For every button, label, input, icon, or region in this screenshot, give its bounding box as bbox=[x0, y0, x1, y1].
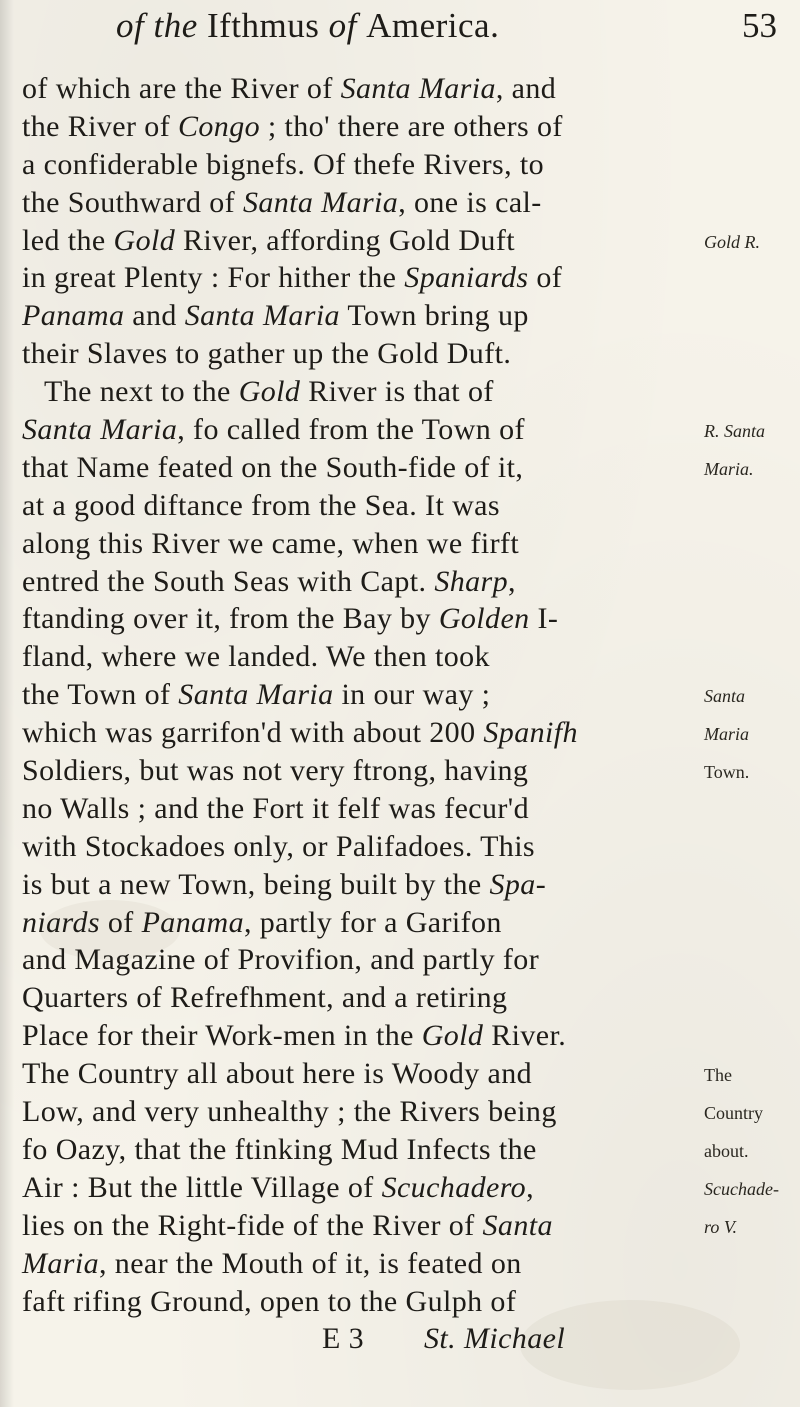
page-number: 53 bbox=[742, 6, 777, 45]
margin-note: about. bbox=[704, 1141, 749, 1162]
italic-text: Santa Maria bbox=[340, 72, 496, 105]
text-segment: faft rifing Ground, open to the Gulph of bbox=[22, 1284, 517, 1318]
text-line bbox=[22, 638, 702, 676]
text-segment: which was garrifon'd with about 200 bbox=[22, 716, 484, 750]
text-line bbox=[22, 714, 702, 752]
text-segment: fland, where we landed. We then took bbox=[22, 640, 490, 674]
italic-text: Spa- bbox=[489, 867, 547, 901]
text-line bbox=[22, 259, 702, 297]
italic-text: Golden bbox=[438, 602, 530, 636]
text-line bbox=[22, 752, 702, 790]
text-segment: their Slaves to gather up the Gold Duft. bbox=[22, 337, 512, 371]
text-segment: ftanding over it, from the Bay by bbox=[22, 602, 439, 636]
running-title-part: of the bbox=[116, 6, 207, 45]
italic-text: Spanifh bbox=[483, 716, 578, 750]
text-line bbox=[22, 941, 702, 979]
text-segment: River. bbox=[483, 1019, 567, 1053]
text-line bbox=[22, 373, 702, 411]
margin-note: R. Santa bbox=[704, 421, 765, 442]
catchword: St. Michael bbox=[424, 1322, 566, 1356]
text-line bbox=[22, 411, 702, 449]
text-segment: in our way ; bbox=[333, 678, 491, 712]
italic-text: Spaniards bbox=[404, 261, 529, 295]
italic-text: Panama bbox=[141, 905, 244, 939]
text-segment: The next to the bbox=[44, 375, 239, 409]
margin-note: Country bbox=[704, 1103, 764, 1124]
text-line bbox=[22, 979, 702, 1017]
text-line bbox=[22, 1055, 702, 1093]
text-line bbox=[22, 184, 702, 222]
text-segment: , bbox=[508, 564, 516, 598]
text-line bbox=[22, 828, 702, 866]
text-line bbox=[22, 904, 702, 942]
italic-text: Santa Maria bbox=[184, 299, 340, 333]
italic-text: Panama bbox=[22, 299, 125, 333]
text-line bbox=[22, 525, 702, 563]
text-segment: , bbox=[526, 1170, 534, 1204]
margin-note: Santa bbox=[704, 686, 746, 707]
text-segment: , near the Mouth of it, is feated on bbox=[99, 1246, 522, 1280]
running-title-part: America. bbox=[366, 6, 500, 45]
text-segment: and Magazine of Provifion, and partly for bbox=[22, 943, 540, 977]
italic-text: Gold bbox=[238, 375, 301, 409]
italic-text: Gold bbox=[113, 223, 176, 257]
text-line bbox=[22, 335, 702, 373]
margin-note: Town. bbox=[704, 762, 750, 783]
body-text bbox=[22, 70, 702, 1358]
italic-text: niards bbox=[22, 905, 100, 939]
text-segment: that Name feated on the South-fide of it, bbox=[22, 450, 524, 484]
text-segment: Air : But the little Village of bbox=[22, 1170, 382, 1204]
text-segment: in great Plenty : For hither the bbox=[22, 261, 405, 295]
margin-note: Gold R. bbox=[704, 231, 760, 252]
text-segment: lies on the Right-fide of the River of bbox=[22, 1208, 483, 1242]
margin-note: Scuchade- bbox=[704, 1179, 779, 1200]
text-segment: at a good diftance from the Sea. It was bbox=[22, 488, 500, 522]
text-segment: , and bbox=[495, 72, 557, 105]
text-line bbox=[22, 866, 702, 904]
text-line bbox=[22, 1169, 702, 1207]
text-segment: I- bbox=[529, 602, 559, 636]
text-segment: of bbox=[99, 905, 142, 939]
italic-text: Sharp bbox=[434, 564, 508, 598]
running-title-part: Ifthmus bbox=[206, 6, 329, 45]
text-segment: led the bbox=[22, 223, 114, 257]
margin-note: The bbox=[704, 1065, 732, 1086]
text-segment: the Southward of bbox=[22, 185, 243, 219]
text-segment: entred the South Seas with Capt. bbox=[22, 564, 435, 598]
text-segment: of bbox=[528, 261, 563, 295]
text-line bbox=[22, 1207, 702, 1245]
text-segment: River is that of bbox=[300, 375, 494, 409]
signature-mark: E 3 bbox=[322, 1322, 365, 1356]
text-segment: the Town of bbox=[22, 678, 179, 712]
text-segment: ; tho' there are others of bbox=[260, 109, 563, 143]
text-segment: Town bring up bbox=[339, 299, 529, 333]
catchline bbox=[22, 1320, 702, 1358]
text-segment: Low, and very unhealthy ; the Rivers being bbox=[22, 1095, 557, 1129]
text-line bbox=[22, 297, 702, 335]
italic-text: Scuchadero bbox=[381, 1170, 527, 1204]
margin-note: ro V. bbox=[704, 1217, 738, 1237]
text-segment: along this River we came, when we firft bbox=[22, 526, 520, 560]
page-gutter-shadow bbox=[0, 0, 14, 1407]
text-line bbox=[22, 676, 702, 714]
text-line bbox=[22, 222, 702, 260]
text-segment: no Walls ; and the Fort it felf was fecur'd bbox=[22, 791, 530, 825]
running-title-part: of bbox=[328, 6, 367, 45]
text-segment: Quarters of Refrefhment, and a retiring bbox=[22, 981, 508, 1015]
text-segment: a confiderable bignefs. Of thefe Rivers, to bbox=[22, 147, 545, 181]
margin-note: Maria bbox=[704, 724, 749, 745]
text-segment: , one is cal- bbox=[398, 185, 542, 219]
italic-text: Gold bbox=[421, 1019, 484, 1053]
text-line bbox=[22, 146, 702, 184]
text-line bbox=[22, 1017, 702, 1055]
text-line bbox=[22, 1283, 702, 1321]
text-line bbox=[22, 449, 702, 487]
italic-text: Congo bbox=[178, 109, 261, 143]
text-line bbox=[22, 1245, 702, 1283]
running-header bbox=[0, 2, 800, 62]
margin-note: Maria. bbox=[704, 459, 754, 479]
text-segment: , fo called from the Town of bbox=[177, 413, 525, 447]
text-segment: of which are the River of bbox=[22, 72, 341, 105]
text-line bbox=[22, 790, 702, 828]
italic-text: Santa Maria bbox=[22, 413, 178, 447]
text-line bbox=[22, 600, 702, 638]
text-segment: and bbox=[124, 299, 185, 333]
text-segment: The Country all about here is Woody and bbox=[22, 1057, 533, 1091]
running-title bbox=[116, 6, 499, 46]
italic-text: Santa Maria bbox=[242, 185, 399, 219]
italic-text: Santa bbox=[482, 1208, 553, 1242]
text-segment: Soldiers, but was not very ftrong, having bbox=[22, 754, 529, 788]
text-line bbox=[22, 487, 702, 525]
text-line bbox=[22, 1131, 702, 1169]
text-segment: is but a new Town, being built by the bbox=[22, 867, 490, 901]
text-segment: , partly for a Garifon bbox=[243, 905, 502, 939]
text-segment: with Stockadoes only, or Palifadoes. This bbox=[22, 829, 536, 863]
text-line bbox=[22, 108, 702, 146]
text-line bbox=[22, 70, 702, 108]
text-segment: Place for their Work-men in the bbox=[22, 1019, 422, 1053]
text-segment: the River of bbox=[22, 109, 178, 143]
text-line bbox=[22, 563, 702, 601]
italic-text: Santa Maria bbox=[178, 678, 334, 712]
text-segment: River, affording Gold Duft bbox=[175, 223, 515, 257]
italic-text: Maria bbox=[22, 1246, 99, 1280]
text-line bbox=[22, 1093, 702, 1131]
text-segment: fo Oazy, that the ftinking Mud Infects the bbox=[22, 1132, 537, 1166]
